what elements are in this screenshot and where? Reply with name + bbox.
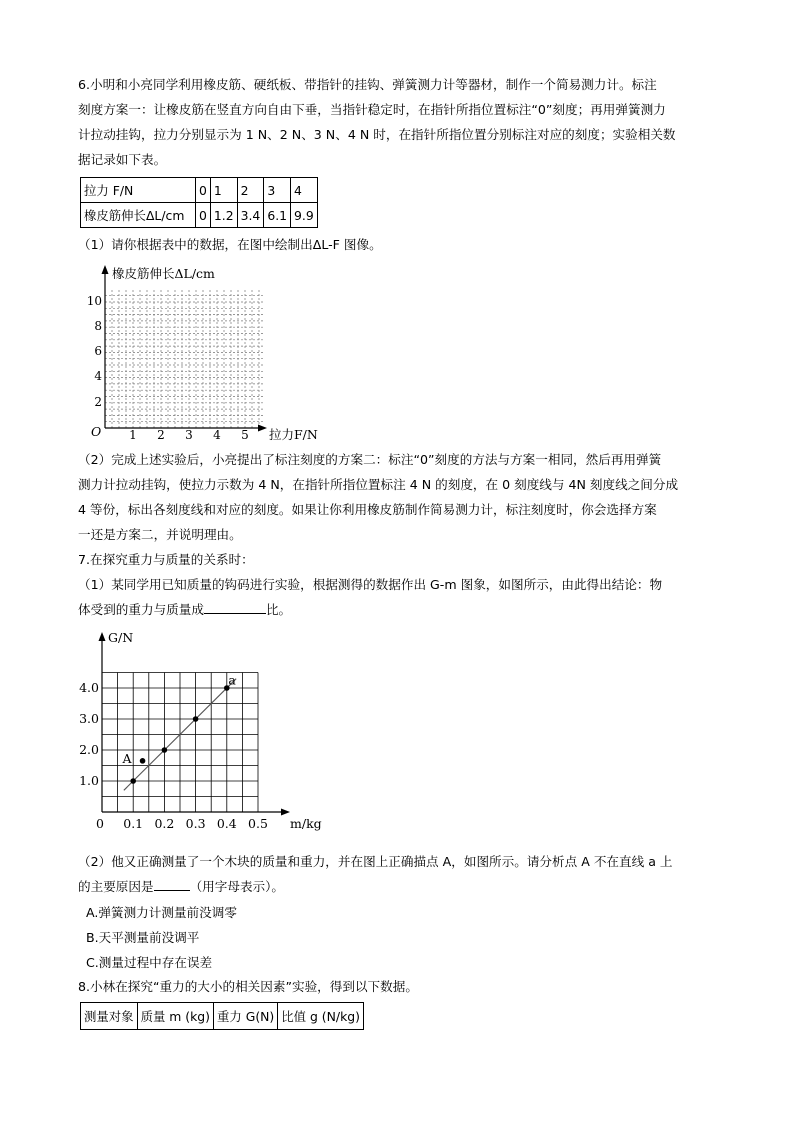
x-axis-label: 拉力F/N xyxy=(269,427,318,442)
q6-sub2-line: 一还是方案二，并说明理由。 xyxy=(78,527,242,542)
y-tick-label: 2.0 xyxy=(79,742,99,757)
option-C: C.测量过程中存在误差 xyxy=(86,955,213,970)
y-tick-label: 2 xyxy=(94,395,102,409)
q6-line: 据记录如下表。 xyxy=(78,152,167,167)
data-point xyxy=(162,747,168,753)
x-ticks xyxy=(96,816,268,831)
q7-sub2-line xyxy=(78,874,720,899)
table-header: 比值 g (N/kg) xyxy=(278,1003,364,1030)
q7-sub1-text: 体受到的重力与质量成 xyxy=(78,602,204,617)
y-axis-label: 橡皮筋伸长ΔL/cm xyxy=(112,266,215,281)
y-tick-label: 4 xyxy=(94,369,102,383)
q6-sub1: （1）请你根据表中的数据，在图中绘制出ΔL-F 图像。 xyxy=(78,237,382,252)
q7-sub1-line xyxy=(78,597,720,622)
q6-sub2-line: （2）完成上述实验后，小亮提出了标注刻度的方案二：标注“0”刻度的方法与方案一相同，然后再用弹簧 xyxy=(78,452,662,467)
y-tick-label: 3.0 xyxy=(79,711,99,726)
point-A-label: A xyxy=(122,750,132,766)
dashed-grid xyxy=(105,290,263,428)
table-cell: 1.2 xyxy=(210,203,237,228)
table-cell: 3.4 xyxy=(237,203,264,228)
y-axis-arrow-icon xyxy=(99,632,106,641)
x-tick-label: 1 xyxy=(129,428,137,442)
y-axis-arrow-icon xyxy=(102,265,109,274)
gm-chart xyxy=(78,628,338,838)
answer-blank[interactable] xyxy=(204,599,266,614)
q6-sub2-line: 4 等份，标出各刻度线和对应的刻度。如果让你利用橡皮筋制作简易测力计，标注刻度时，你会选择方案 xyxy=(78,502,657,517)
data-point xyxy=(224,685,230,691)
table-header: 质量 m (kg) xyxy=(137,1003,213,1030)
answer-blank[interactable] xyxy=(154,876,190,891)
option-B: B.天平测量前没调平 xyxy=(86,930,200,945)
y-tick-label: 1.0 xyxy=(79,773,99,788)
q6-line: 6.小明和小亮同学利用橡皮筋、硬纸板、带指针的挂钩、弹簧测力计等器材，制作一个简易测力计。标注 xyxy=(78,77,657,92)
q6-sub2-line: 测力计拉动挂钩，使拉力示数为 4 N，在指针所指位置标注 4 N 的刻度，在 0 刻度线与 4N 刻度线之间分成 xyxy=(78,477,679,492)
y-tick-label: 4.0 xyxy=(79,680,99,695)
table-header: 重力 G(N) xyxy=(214,1003,278,1030)
y-axis-label: G/N xyxy=(108,630,134,645)
x-tick-label: 0 xyxy=(96,816,104,831)
q6-stem xyxy=(78,72,720,172)
q7-sub2-line: （2）他又正确测量了一个木块的质量和重力，并在图上正确描点 A，如图所示。请分析点 A 不在直线 a 上 xyxy=(78,854,673,869)
q6-sub2 xyxy=(78,447,720,547)
x-tick-label: 5 xyxy=(241,428,249,442)
table-cell: 0 xyxy=(196,178,211,203)
q6-grid-chart xyxy=(85,262,325,444)
table-row xyxy=(81,203,318,228)
y-tick-label: 10 xyxy=(86,294,102,308)
y-ticks xyxy=(79,680,99,788)
q7-sub2 xyxy=(78,849,720,899)
x-axis-arrow-icon xyxy=(258,425,267,432)
x-tick-label: 0.1 xyxy=(123,816,144,831)
origin-label: O xyxy=(91,424,102,439)
table-header: 测量对象 xyxy=(81,1003,138,1030)
x-tick-label: 2 xyxy=(157,428,165,442)
q7-title: 7.在探究重力与质量的关系时： xyxy=(78,552,254,567)
table-cell: 2 xyxy=(237,178,264,203)
x-tick-label: 3 xyxy=(185,428,193,442)
x-tick-label: 0.2 xyxy=(154,816,175,831)
x-axis-label: m/kg xyxy=(290,816,322,831)
data-point xyxy=(130,778,136,784)
x-tick-label: 0.5 xyxy=(248,816,268,831)
table-cell: 4 xyxy=(291,178,318,203)
q6-line: 刻度方案一：让橡皮筋在竖直方向自由下垂，当指针稳定时，在指针所指位置标注“0”刻度；再用弹簧测力 xyxy=(78,102,666,117)
table-cell: 6.1 xyxy=(264,203,291,228)
x-axis-arrow-icon xyxy=(281,809,290,816)
data-point xyxy=(193,716,199,722)
q7-sub2-text: 的主要原因是 xyxy=(78,879,154,894)
table-row xyxy=(81,178,318,203)
table-cell: 1 xyxy=(210,178,237,203)
point-A xyxy=(140,758,146,764)
option-A: A.弹簧测力计测量前没调零 xyxy=(86,905,237,920)
table-cell: 0 xyxy=(196,203,211,228)
table-cell: 9.9 xyxy=(291,203,318,228)
table-header-row xyxy=(81,1003,364,1030)
q7-sub1-text: 比。 xyxy=(265,602,292,617)
table-cell: 3 xyxy=(264,178,291,203)
q7-sub2-text: （用字母表示）。 xyxy=(189,879,285,894)
y-tick-label: 8 xyxy=(94,319,102,333)
q6-line: 计拉动挂钩，拉力分别显示为 1 N、2 N、3 N、4 N 时，在指针所指位置分别标注对应的刻度；实验相关数 xyxy=(78,127,676,142)
q8-title: 8.小林在探究“重力的大小的相关因素”实验，得到以下数据。 xyxy=(78,979,418,994)
grid xyxy=(102,673,258,813)
row-label: 橡皮筋伸长ΔL/cm xyxy=(81,203,196,228)
x-tick-label: 0.4 xyxy=(216,816,237,831)
q7-sub1 xyxy=(78,572,720,622)
line-label-a: a xyxy=(228,672,236,688)
y-tick-label: 6 xyxy=(94,344,102,358)
q7-sub1-line: （1）某同学用已知质量的钩码进行实验，根据测得的数据作出 G-m 图象，如图所示，由此得出结论：物 xyxy=(78,577,663,592)
q6-data-table xyxy=(80,177,318,228)
row-label: 拉力 F/N xyxy=(81,178,196,203)
q7-options xyxy=(86,900,728,975)
x-tick-label: 0.3 xyxy=(185,816,206,831)
q8-table xyxy=(80,1002,364,1030)
x-tick-label: 4 xyxy=(213,428,221,442)
